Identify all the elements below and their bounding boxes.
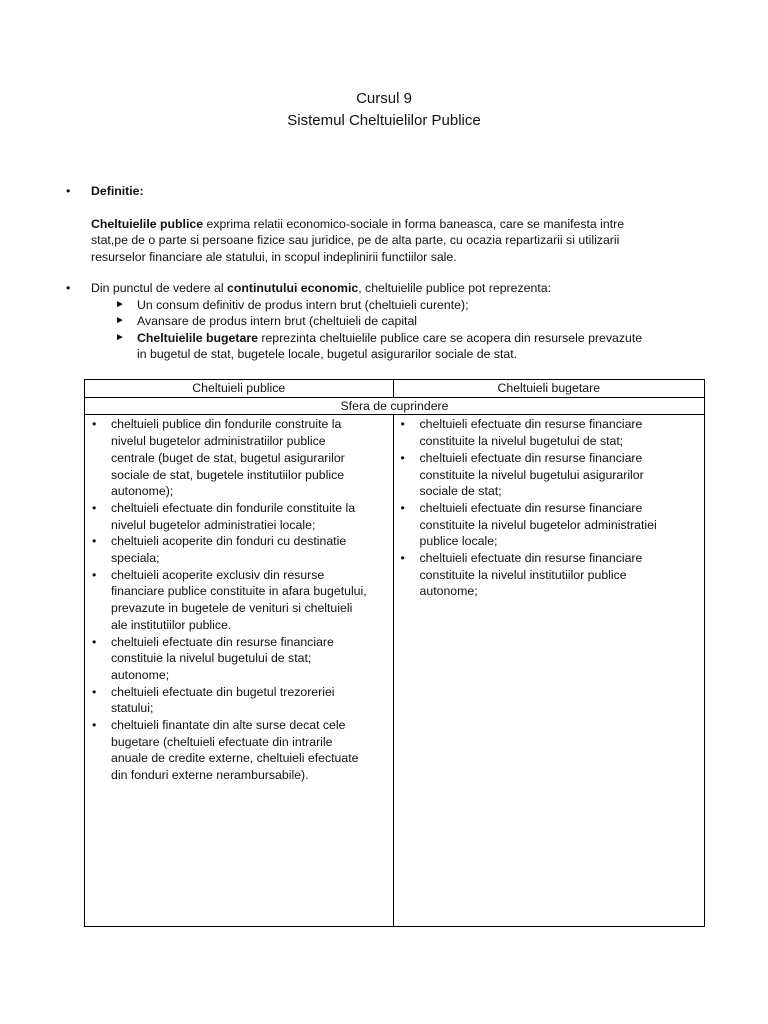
arrow-list-item	[115, 330, 706, 363]
bullet-icon: •	[92, 417, 97, 432]
col-public-cell	[85, 415, 394, 927]
list-item-line: speciala;	[111, 551, 160, 566]
arrow-item-lead: Cheltuielile bugetare	[137, 330, 258, 345]
list-item-line: nivelul bugetelor administratiilor publice	[111, 434, 326, 449]
definition-text-line: exprima relatii economico-sociale in forma baneasca, care se manifesta intre	[203, 216, 625, 231]
list-item-line: din fonduri externe nerambursabile).	[111, 768, 309, 783]
definition-heading: Definitie:	[91, 184, 144, 198]
content-intro-a: Din punctul de vedere al	[91, 281, 228, 295]
col-header-public: Cheltuieli publice	[85, 380, 394, 398]
definition-paragraph	[91, 216, 706, 266]
table-subheader-row	[85, 397, 705, 415]
list-item-line: cheltuieli acoperite din fonduri cu destinatie	[111, 534, 347, 549]
list-item	[89, 533, 389, 566]
list-item-line: cheltuieli efectuate din resurse financiare	[419, 500, 643, 515]
list-item-line: cheltuieli efectuate din bugetul trezoreriei	[111, 684, 335, 699]
definition-term: Cheltuielile publice	[91, 216, 204, 231]
public-expenses-list	[89, 416, 389, 783]
bullet-icon: •	[400, 417, 405, 432]
scope-header: Sfera de cuprindere	[85, 397, 705, 415]
list-item-line: autonome);	[111, 484, 174, 499]
course-number: Cursul 9	[356, 90, 412, 107]
course-title: Sistemul Cheltuielilor Publice	[287, 112, 481, 129]
list-item-line: nivelul bugetelor administratiei locale;	[111, 517, 316, 532]
list-item-line: cheltuieli acoperite exclusiv din resurse	[111, 567, 325, 582]
bullet-icon: •	[92, 718, 97, 733]
list-item-line: ale institutiilor publice.	[111, 617, 232, 632]
list-item-line: cheltuieli efectuate din resurse financiare	[419, 417, 643, 432]
list-item-line: centrale (buget de stat, bugetul asigurarilor	[111, 450, 345, 465]
bullet-icon: •	[400, 450, 405, 465]
arrow-right-icon: ►	[115, 331, 125, 343]
list-item-line: constituie la nivelul bugetului de stat;	[111, 651, 312, 666]
list-item	[89, 717, 389, 784]
list-item-line: constituite la nivelul bugetului asigurarilor	[419, 467, 644, 482]
arrow-list-item	[115, 297, 706, 314]
list-item-line: constituite la nivelul institutiilor publice	[419, 567, 627, 582]
list-item-line: sociale de stat;	[419, 484, 502, 499]
budget-expenses-list	[398, 416, 700, 600]
arrow-item-text: Avansare de produs intern brut (cheltuieli de capital	[137, 314, 418, 328]
list-item-line: statului;	[111, 701, 154, 716]
comparison-table	[84, 379, 705, 927]
arrow-item-text-cont: in bugetul de stat, bugetele locale, bugetul asigurarilor sociale de stat.	[137, 347, 518, 361]
list-item-line: prevazute in bugetele de venituri si cheltuieli	[111, 601, 353, 616]
bullet-icon: •	[92, 567, 97, 582]
list-item-line: cheltuieli efectuate din resurse financiare	[419, 551, 643, 566]
list-item-line: cheltuieli efectuate din resurse financiare	[111, 634, 334, 649]
list-item-line: publice locale;	[419, 534, 498, 549]
list-item	[89, 634, 389, 684]
list-item-line: autonome;	[419, 584, 478, 599]
arrow-list-item	[115, 313, 706, 330]
bullet-icon: •	[92, 684, 97, 699]
list-item-line: constituite la nivelul bugetelor administratiei	[419, 517, 657, 532]
list-item-line: bugetare (cheltuieli efectuate din intrarile	[111, 734, 333, 749]
bullet-icon: •	[92, 534, 97, 549]
bullet-icon: •	[92, 634, 97, 649]
list-item	[89, 500, 389, 533]
bullet-icon: •	[92, 500, 97, 515]
list-item-line: financiare publice constituite in afara bugetului,	[111, 584, 367, 599]
arrow-item-text: reprezinta cheltuielile publice care se acopera din resursele prevazute	[257, 330, 643, 345]
bullet-icon: •	[66, 184, 71, 198]
list-item-line: autonome;	[111, 667, 170, 682]
list-item-line: sociale de stat, bugetele institutiilor publice	[111, 467, 345, 482]
list-item-line: cheltuieli publice din fondurile construite la	[111, 417, 342, 432]
title-block	[0, 88, 768, 132]
arrow-right-icon: ►	[115, 315, 125, 326]
list-item	[398, 500, 700, 550]
list-item	[89, 416, 389, 500]
bullet-icon: •	[400, 551, 405, 566]
list-item-line: constituite la nivelul bugetului de stat;	[419, 434, 624, 449]
content-intro-row	[66, 280, 706, 297]
definition-text-line: stat,pe de o parte si persoane fizice sau juridice, pe de alta parte, cu ocazia repartizarii si utilizarii	[91, 233, 620, 247]
list-item	[89, 684, 389, 717]
content-section	[66, 280, 706, 363]
definition-section	[66, 183, 706, 265]
arrow-item-text: Un consum definitiv de produs intern brut (cheltuieli curente);	[137, 297, 469, 312]
col-budget-cell	[393, 415, 704, 927]
bullet-icon: •	[66, 281, 71, 295]
list-item-line: anuale de credite externe, cheltuieli efectuate	[111, 751, 359, 766]
list-item	[398, 416, 700, 449]
col-header-budget: Cheltuieli bugetare	[393, 380, 704, 398]
arrow-right-icon: ►	[115, 298, 125, 310]
definition-heading-row	[66, 183, 706, 200]
arrow-list	[115, 297, 706, 363]
bullet-icon: •	[400, 500, 405, 515]
table-header-row	[85, 380, 705, 398]
list-item	[398, 550, 700, 600]
list-item-line: cheltuieli efectuate din fondurile constituite la	[111, 500, 356, 515]
table-body-row	[85, 415, 705, 927]
content-intro-c: , cheltuielile publice pot reprezenta:	[358, 281, 551, 295]
list-item-line: cheltuieli efectuate din resurse financiare	[419, 450, 643, 465]
list-item	[398, 450, 700, 500]
list-item	[89, 567, 389, 634]
definition-text-line: resurselor financiare ale statului, in scopul indeplinirii functiilor sale.	[91, 249, 457, 264]
content-intro-bold: continutului economic	[227, 281, 359, 295]
list-item-line: cheltuieli finantate din alte surse decat cele	[111, 718, 346, 733]
